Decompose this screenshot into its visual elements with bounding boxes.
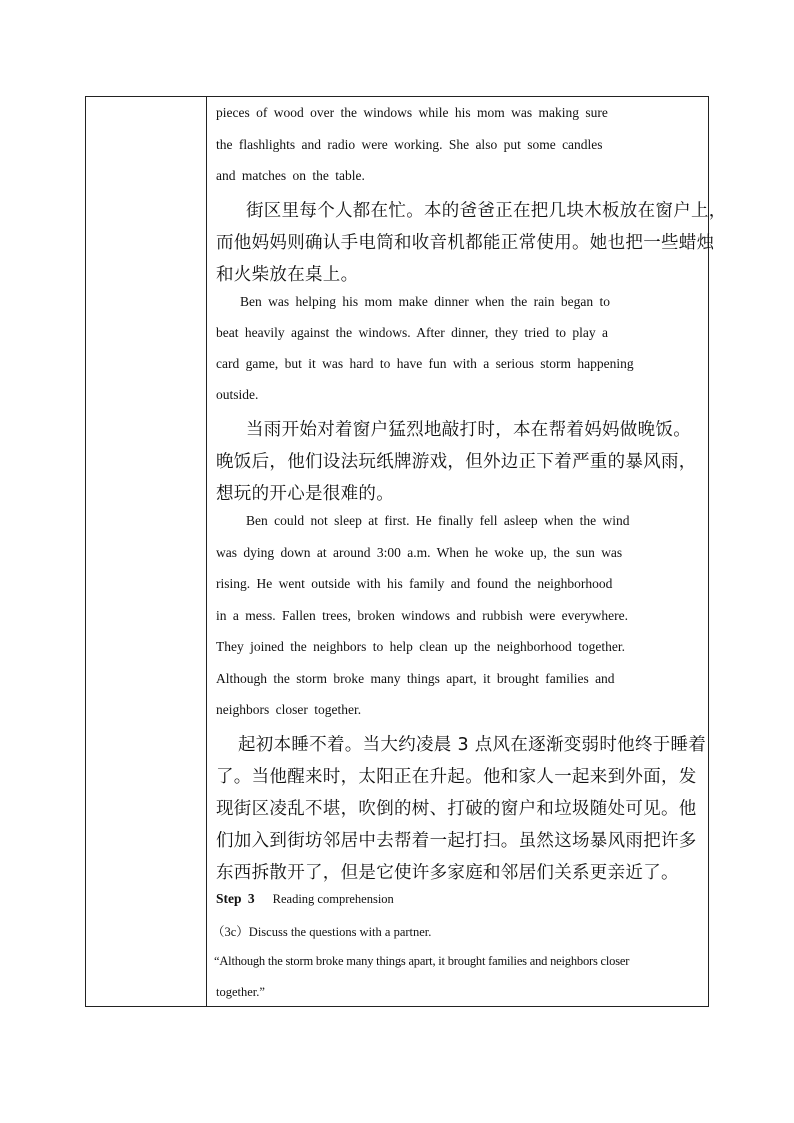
p3-en-line-7: neighbors closer together. [216,702,362,717]
p1-en-line-1: pieces of wood over the windows while his mom was making sure [216,105,608,120]
p1-en-line-2: the flashlights and radio were working. She also put some candles [216,137,603,152]
left-column-cell [86,97,207,1006]
p2-zh-line-3: 想玩的开心是很难的。 [216,484,394,504]
p3-zh-line-3: 现街区凌乱不堪，吹倒的树、打破的窗户和垃圾随处可见。他 [216,799,697,819]
p1-en-line-3: and matches on the table. [216,168,365,183]
p3-en-line-2: was dying down at around 3:00 a.m. When he woke up, the sun was [216,545,623,560]
step-label: Step 3 [216,891,255,906]
p3-zh-line-5: 东西拆散开了，但是它使许多家庭和邻居们关系更亲近了。 [216,863,679,883]
p3-en-line-3: rising. He went outside with his family and found the neighborhood [216,576,613,591]
p3-zh-line-1: 起初本睡不着。当大约凌晨 3 点风在逐渐变弱时他终于睡着 [238,735,707,755]
p2-en-line-4: outside. [216,387,259,402]
step-title: Reading comprehension [272,892,394,906]
p3-zh-line-4: 们加入到街坊邻居中去帮着一起打扫。虽然这场暴风雨把许多 [216,831,697,851]
p1-zh-line-1: 街区里每个人都在忙。本的爸爸正在把几块木板放在窗户上， [246,201,727,221]
p1-zh-line-2: 而他妈妈则确认手电筒和收音机都能正常使用。她也把一些蜡烛 [216,233,715,253]
step-heading [216,891,394,907]
p2-zh-line-1: 当雨开始对着窗户猛烈地敲打时，本在帮着妈妈做晚饭。 [246,420,691,440]
p3-en-line-1: Ben could not sleep at first. He finally fell asleep when the wind [246,513,630,528]
p2-en-line-2: beat heavily against the windows. After dinner, they tried to play a [216,325,608,340]
p2-en-line-3: card game, but it was hard to have fun with a serious storm happening [216,356,634,371]
p3-en-line-4: in a mess. Fallen trees, broken windows and rubbish were everywhere. [216,608,629,623]
quote-line-2: together.” [216,985,265,999]
discussion-question: （3c）Discuss the questions with a partner. [212,925,432,939]
p2-en-line-1: Ben was helping his mom make dinner when the rain began to [240,294,611,309]
quote-line-1: “Although the storm broke many things apart, it brought families and neighbors closer [214,954,630,968]
p1-zh-line-3: 和火柴放在桌上。 [216,265,359,285]
p3-zh-line-2: 了。当他醒来时，太阳正在升起。他和家人一起来到外面，发 [216,767,697,787]
right-column-cell [208,97,727,1006]
content-table [85,96,727,1007]
p3-en-line-6: Although the storm broke many things apart, it brought families and [216,671,615,686]
p2-zh-line-2: 晚饭后，他们设法玩纸牌游戏，但外边正下着严重的暴风雨， [216,452,697,472]
p3-en-line-5: They joined the neighbors to help clean up the neighborhood together. [216,639,626,654]
